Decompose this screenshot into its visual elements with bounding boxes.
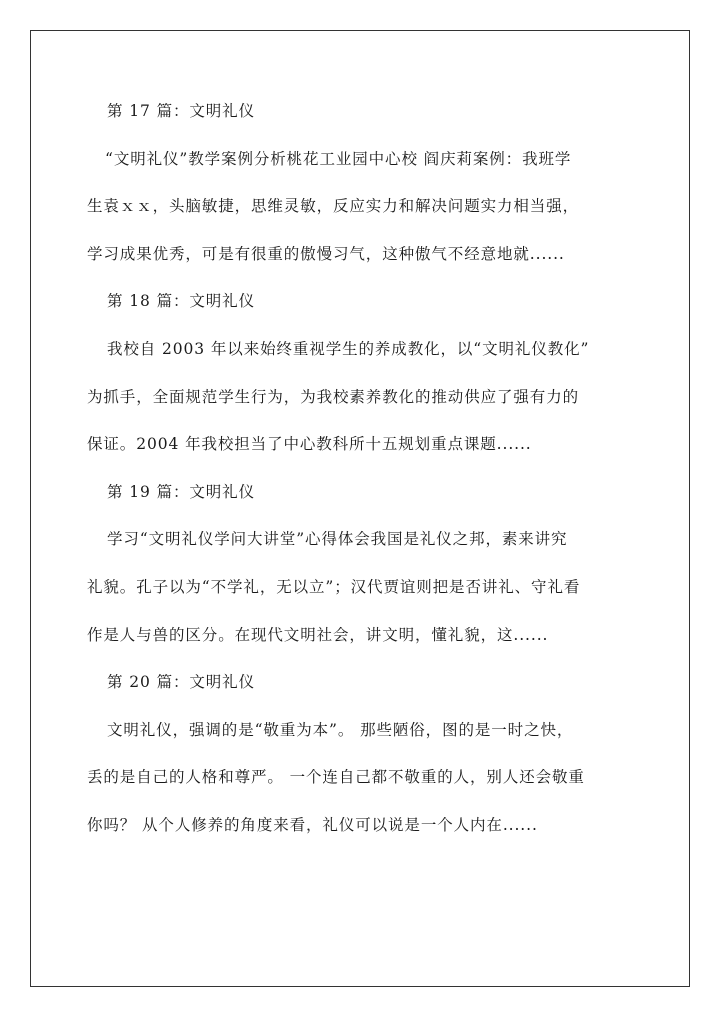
section-20-line-3: 你吗？ 从个人修养的角度来看，礼仪可以说是一个人内在...... [87, 815, 538, 834]
section-17-line-3: 学习成果优秀，可是有很重的傲慢习气，这种傲气不经意地就...... [87, 244, 565, 263]
section-20-line-1: 文明礼仪，强调的是“敬重为本”。 那些陋俗，图的是一时之快， [107, 720, 574, 739]
section-18-line-3: 保证。2004 年我校担当了中心教科所十五规划重点课题...... [87, 435, 532, 454]
section-19-line-3: 作是人与兽的区分。在现代文明社会，讲文明，懂礼貌，这...... [87, 625, 549, 644]
section-20-line-2: 丢的是自己的人格和尊严。 一个连自己都不敬重的人，别人还会敬重 [87, 768, 585, 787]
section-17-heading: 第 17 篇：文明礼仪 [107, 102, 255, 120]
section-17-line-2: 生袁ｘｘ，头脑敏捷，思维灵敏，反应实力和解决问题实力相当强， [87, 197, 580, 216]
section-18-line-1: 我校自 2003 年以来始终重视学生的养成教化，以“文明礼仪教化” [107, 339, 590, 358]
document-body [87, 96, 635, 858]
section-17-line-1: “文明礼仪”教学案例分析桃花工业园中心校 阎庆莉案例：我班学 [105, 149, 572, 168]
section-18-line-2: 为抓手，全面规范学生行为，为我校素养教化的推动供应了强有力的 [87, 387, 580, 406]
section-18-heading: 第 18 篇：文明礼仪 [107, 292, 255, 311]
section-19-line-1: 学习“文明礼仪学问大讲堂”心得体会我国是礼仪之邦，素来讲究 [107, 530, 568, 549]
section-19-line-2: 礼貌。孔子以为“不学礼，无以立”；汉代贾谊则把是否讲礼、守礼看 [87, 577, 581, 596]
section-20-heading: 第 20 篇：文明礼仪 [107, 673, 255, 692]
section-19-heading: 第 19 篇：文明礼仪 [107, 482, 255, 501]
